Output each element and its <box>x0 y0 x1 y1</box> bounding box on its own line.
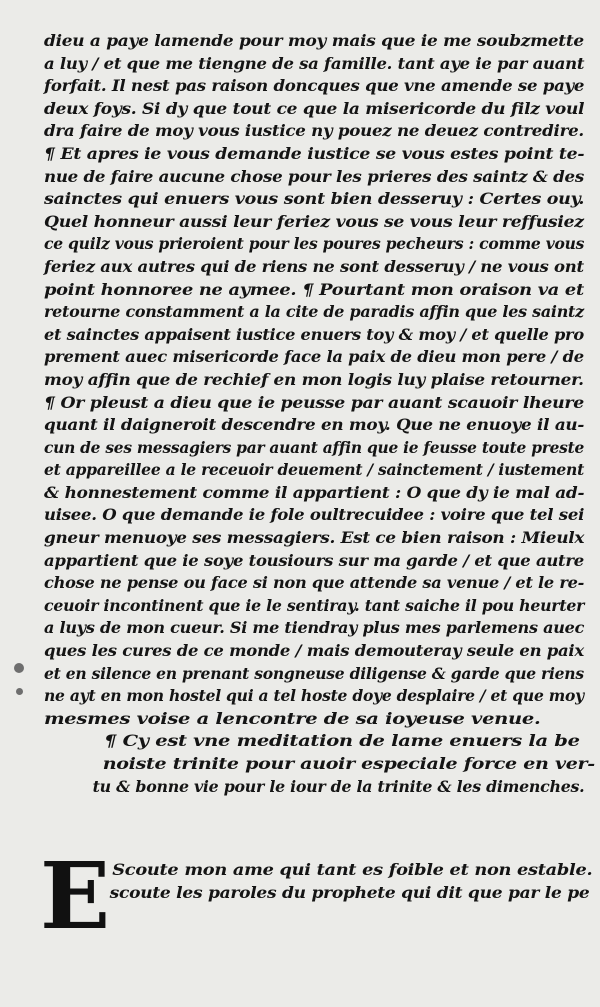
text-line: appartient que ie soye tousiours sur ma garde / et que autre <box>44 550 584 570</box>
text-line: ceuoir incontinent que ie le sentiray. tant saiche il pou heurter <box>44 595 585 615</box>
text-line: ce quilz vous prieroient pour les poures pecheurs : comme vous <box>44 234 585 254</box>
text-line: ne ayt en mon hostel qui a tel hoste doye desplaire / et que moy <box>44 686 584 706</box>
margin-dot <box>16 688 23 695</box>
decorated-initial: E <box>40 842 111 950</box>
text-line: a luy / et que me tiengne de sa famille. tant aye ie par auant <box>44 53 585 73</box>
text-line: prement auec misericorde face la paix de dieu mon pere / de <box>44 347 584 367</box>
text-line: Quel honneur aussi leur feriez vous se vous leur reffusiez <box>44 211 584 231</box>
text-line: mesmes voise a lencontre de sa ioyeuse venue. <box>44 708 541 728</box>
margin-dot <box>14 663 24 673</box>
text-line: Scoute mon ame qui tant es foible et non estable. <box>112 860 593 879</box>
text-line: retourne constamment a la cite de paradis affin que les saintz <box>44 302 584 322</box>
text-line: ques les cures de ce monde / mais demouteray seule en paix <box>44 641 584 661</box>
text-line: gneur menuoye ses messagiers. Est ce bien raison : Mieulx <box>44 528 585 548</box>
text-line: quant il daigneroit descendre en moy. Que ne enuoye il au- <box>44 415 585 435</box>
body-text <box>44 30 595 798</box>
text-line: uisee. O que demande ie fole oultrecuidee : voire que tel sei <box>44 505 585 525</box>
text-line: & honnestement comme il appartient : O que dy ie mal ad- <box>44 482 585 502</box>
text-line: moy affin que de rechief en mon logis luy plaise retourner. <box>44 369 584 389</box>
text-line: et appareillee a le receuoir deuement / sainctement / iustement <box>44 460 585 480</box>
text-line: nue de faire aucune chose pour les prieres des saintz & des <box>44 166 584 186</box>
text-line: deux foys. Si dy que tout ce que la misericorde du filz voul <box>44 98 585 118</box>
heading-line: ¶ Cy est vne meditation de lame enuers la be <box>104 731 580 751</box>
text-line: a luys de mon cueur. Si me tiendray plus mes parlemens auec <box>44 618 585 638</box>
text-line: sainctes qui enuers vous sont bien desseruy : Certes ouy. <box>44 189 585 209</box>
text-line: et sainctes appaisent iustice enuers toy & moy / et quelle pro <box>44 324 584 344</box>
text-line: point honnoree ne aymee. ¶ Pourtant mon oraison va et <box>44 279 584 299</box>
text-line: feriez aux autres qui de riens ne sont desseruy / ne vous ont <box>44 256 584 276</box>
text-line: ¶ Or pleust a dieu que ie peusse par auant scauoir lheure <box>44 392 584 412</box>
heading-line: noiste trinite pour auoir especiale force en ver- <box>102 754 595 773</box>
text-line: ¶ Et apres ie vous demande iustice se vous estes point te- <box>44 143 585 163</box>
text-line: cun de ses messagiers par auant affin que ie feusse toute preste <box>44 437 585 457</box>
heading-line: tu & bonne vie pour le iour de la trinite & les dimenches. <box>92 776 585 796</box>
text-line: dra faire de moy vous iustice ny pouez ne deuez contredire. <box>44 121 584 141</box>
section-opening <box>44 859 592 904</box>
text-line: forfait. Il nest pas raison doncques que vne amende se paye <box>44 76 585 96</box>
text-line: et en silence en prenant songneuse diligense & garde que riens <box>44 663 584 683</box>
text-line: chose ne pense ou face si non que attende sa venue / et le re- <box>44 573 585 593</box>
text-line: scoute les paroles du prophete qui dit que par le pe <box>109 882 590 902</box>
text-line: dieu a paye lamende pour moy mais que ie me soubzmette <box>44 31 584 50</box>
